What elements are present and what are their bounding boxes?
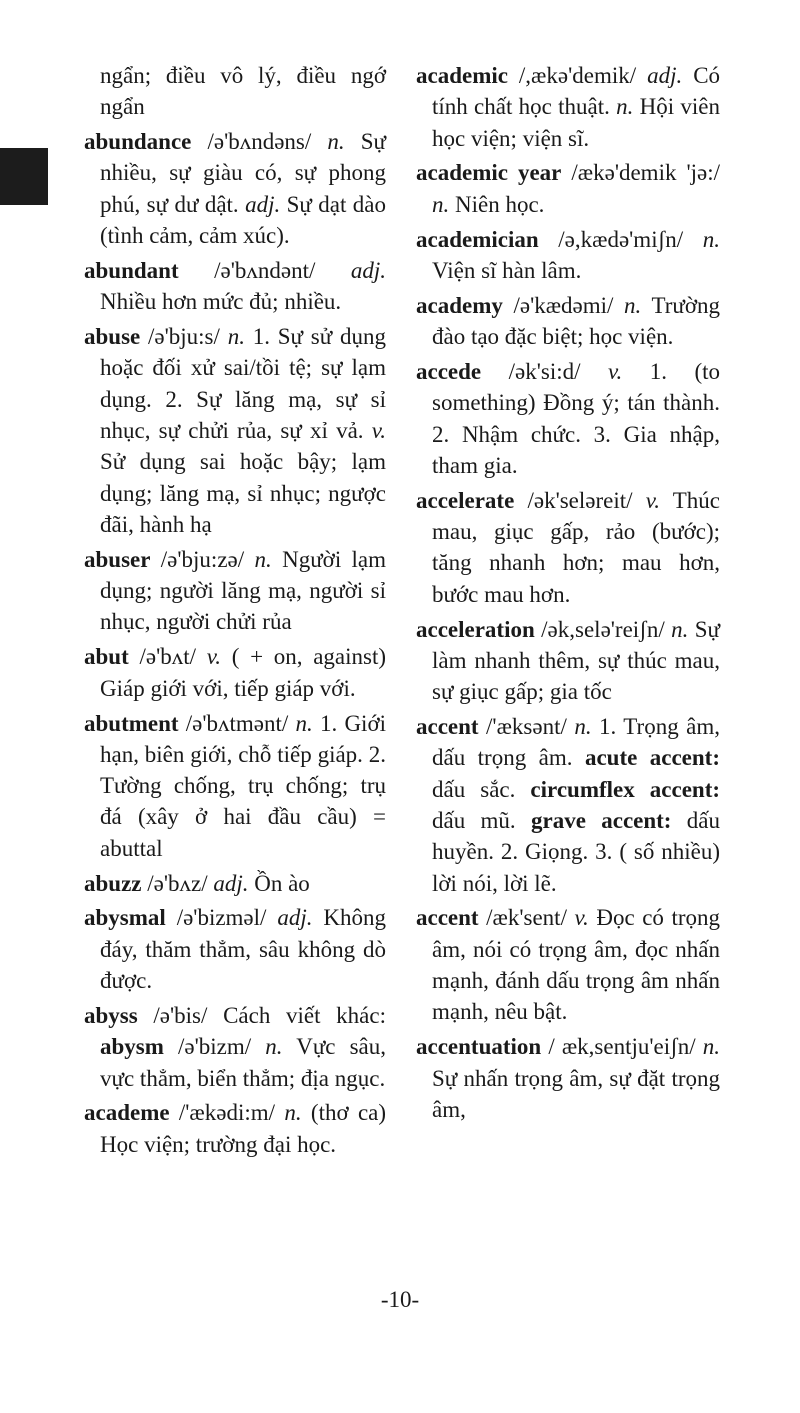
- entry-abuzz: [84, 868, 386, 899]
- part-of-speech: n.: [702, 226, 720, 252]
- variant-headword: abysm: [100, 1034, 164, 1060]
- entry-abysmal: [84, 902, 386, 996]
- entry-abut: [84, 641, 386, 704]
- pronunciation: /'ækədi:m/: [178, 1100, 276, 1126]
- part-of-speech: n.: [284, 1100, 302, 1126]
- entry-accelerate: [416, 485, 720, 610]
- definition: Đọc có trọng âm, nói có trọng âm, đọc nhấn mạnh, đánh dấu trọng âm nhấn mạnh, nêu bật.: [432, 905, 721, 1025]
- headword: academician: [416, 226, 539, 252]
- part-of-speech: adj.: [647, 63, 683, 88]
- definition: Hội viên học viện; viện sĩ.: [432, 94, 720, 151]
- pronunciation: /ək'seləreit/: [527, 487, 633, 513]
- headword: abundance: [84, 129, 192, 155]
- headword: accent: [416, 714, 479, 740]
- part-of-speech: v.: [574, 905, 589, 931]
- headword: abysmal: [84, 905, 166, 931]
- definition: Sự dạt dào (tình cảm, cảm xúc).: [100, 191, 387, 249]
- entry-continuation: ngẩn; điều vô lý, điều ngớ ngẩn: [100, 63, 386, 120]
- headword: accentuation: [416, 1034, 542, 1060]
- pronunciation: /ə'bizməl/: [176, 905, 267, 931]
- part-of-speech: n.: [327, 129, 345, 155]
- definition: Sự làm nhanh thêm, sự thúc mau, sự giục gấp; gia tốc: [432, 616, 721, 705]
- right-column: [416, 60, 720, 1129]
- pronunciation: /æk'sent/: [486, 905, 567, 931]
- pronunciation: /ə'bju:s/: [148, 324, 220, 350]
- part-of-speech: n.: [265, 1034, 283, 1060]
- entry-abundant: [84, 255, 386, 318]
- entry-abundance: [84, 126, 386, 251]
- page-number: -10-: [380, 1287, 420, 1312]
- pronunciation: /ə'bʌndənt/: [214, 257, 316, 283]
- headword: abutment: [84, 710, 179, 736]
- entry-abyss: [84, 1000, 386, 1094]
- headword: abuzz: [84, 870, 142, 896]
- pronunciation: /ə'kædəmi/: [513, 292, 614, 318]
- part-of-speech: n.: [574, 714, 592, 740]
- sub-gloss: dấu huyền.: [432, 807, 721, 865]
- pronunciation: /ə'bju:zə/: [160, 546, 245, 572]
- pronunciation: /ə'bʌt/: [139, 644, 196, 670]
- part-of-speech: n.: [671, 616, 689, 642]
- definition: Viện sĩ hàn lâm.: [432, 257, 582, 283]
- pronunciation: /ək'si:d/: [508, 359, 581, 385]
- headword: academe: [84, 1100, 170, 1126]
- definition: ( + on, against) Giáp giới với, tiếp giáp với.: [100, 644, 387, 701]
- part-of-speech: n.: [624, 292, 642, 318]
- variant-note: Cách viết khác:: [223, 1002, 386, 1028]
- definition: Sử dụng sai hoặc bậy; lạm dụng; lăng mạ, sỉ nhục; ngược đãi, hành hạ: [100, 449, 386, 537]
- pronunciation: /ə'bʌndəns/: [207, 129, 312, 155]
- definition: (thơ ca) Học viện; trường đại học.: [100, 1100, 387, 1157]
- headword: abuser: [84, 546, 151, 572]
- definition: Thúc mau, giục gấp, rảo (bước); tăng nhanh hơn; mau hơn, bước mau hơn.: [432, 487, 720, 607]
- entry-accentuation: [416, 1031, 720, 1125]
- part-of-speech: v.: [607, 359, 623, 385]
- part-of-speech: adj.: [213, 870, 249, 896]
- headword: abyss: [84, 1002, 138, 1028]
- sub-term: grave accent:: [531, 807, 672, 833]
- pronunciation: /ək,selə'reiʃn/: [541, 616, 665, 642]
- definition: Nhiều hơn mức đủ; nhiều.: [100, 289, 342, 315]
- definition: Vực sâu, vực thẳm, biển thẳm; địa ngục.: [100, 1034, 387, 1091]
- entry-accede: [416, 356, 720, 481]
- sub-term: acute accent:: [584, 745, 721, 771]
- headword: academic: [416, 63, 508, 88]
- entry-abuse: [84, 321, 386, 540]
- headword: academic year: [416, 160, 562, 186]
- headword: accede: [416, 359, 482, 385]
- pronunciation: /ə'bizm/: [178, 1034, 252, 1060]
- headword: academy: [416, 292, 503, 318]
- definition: 1. Sự sử dụng hoặc đối xử sai/tồi tệ; sự lạm dụng. 2. Sự lăng mạ, sự sỉ nhục, sự chửi rủa, sự xỉ vả.: [100, 324, 386, 444]
- pronunciation: /ə'bis/: [153, 1002, 208, 1028]
- entry-acceleration: [416, 614, 720, 708]
- entry-academician: [416, 224, 720, 287]
- headword: abuse: [84, 324, 141, 350]
- definition: 1. Trọng âm, dấu trọng âm.: [432, 714, 720, 771]
- part-of-speech: adj.: [350, 257, 386, 283]
- left-column: [84, 60, 386, 1164]
- entry-academic-year: [416, 157, 720, 220]
- entry-academe: [84, 1097, 386, 1160]
- headword: abut: [84, 644, 129, 670]
- part-of-speech: v.: [645, 487, 660, 513]
- sub-term: circumflex accent:: [530, 776, 721, 802]
- headword: acceleration: [416, 616, 535, 642]
- definition: 1. (to something) Đồng ý; tán thành. 2. Nhậm chức. 3. Gia nhập, tham gia.: [432, 359, 721, 478]
- definition: Sự nhiều, sự giàu có, sự phong phú, sự dư dật.: [100, 129, 387, 217]
- definition: Sự nhấn trọng âm, sự đặt trọng âm,: [432, 1065, 720, 1122]
- pronunciation: /ə'bʌtmənt/: [185, 710, 289, 736]
- entry-academic: [416, 60, 720, 154]
- definition: Niên học.: [455, 191, 545, 217]
- definition: Có tính chất học thuật.: [432, 63, 721, 120]
- part-of-speech: adj.: [245, 191, 281, 217]
- part-of-speech: n.: [616, 94, 634, 120]
- sub-gloss: dấu sắc.: [432, 776, 516, 802]
- part-of-speech: n.: [295, 710, 313, 736]
- entry-accent-noun: [416, 711, 720, 899]
- thumb-index-tab: [0, 148, 48, 205]
- definition: 2. Giọng. 3. ( số nhiều) lời nói, lời lẽ.: [432, 839, 720, 896]
- pronunciation: /ə,kædə'miʃn/: [558, 226, 684, 252]
- entry-accent-verb: [416, 902, 720, 1027]
- pronunciation: /'æksənt/: [486, 714, 567, 740]
- part-of-speech: v.: [371, 418, 386, 444]
- definition: Không đáy, thăm thẳm, sâu không dò được.: [100, 905, 387, 994]
- entry-academy: [416, 290, 720, 353]
- sub-gloss: dấu mũ.: [432, 807, 516, 833]
- part-of-speech: n.: [432, 191, 450, 217]
- pronunciation: /ə'bʌz/: [147, 870, 208, 896]
- pronunciation: / æk,sentju'eiʃn/: [548, 1034, 696, 1060]
- pronunciation: /,ækə'demik/: [518, 63, 637, 88]
- headword: abundant: [84, 257, 179, 283]
- definition: Người lạm dụng; người lăng mạ, người sỉ nhục, người chửi rủa: [100, 546, 387, 635]
- entry-abutment: [84, 708, 386, 864]
- part-of-speech: n.: [254, 546, 272, 572]
- part-of-speech: n.: [227, 324, 245, 350]
- definition: 1. Giới hạn, biên giới, chỗ tiếp giáp. 2. Tường chống, trụ chống; trụ đá (xây ở hai đầu cầu) = abuttal: [100, 710, 387, 861]
- pronunciation: /ækə'demik 'jə:/: [571, 160, 720, 186]
- headword: accelerate: [416, 487, 515, 513]
- part-of-speech: adj.: [277, 905, 313, 931]
- headword: accent: [416, 905, 479, 931]
- part-of-speech: n.: [702, 1034, 721, 1060]
- definition: Ồn ào: [254, 870, 310, 896]
- part-of-speech: v.: [206, 644, 221, 670]
- definition: Trường đào tạo đặc biệt; học viện.: [432, 292, 720, 350]
- entry-abuser: [84, 544, 386, 638]
